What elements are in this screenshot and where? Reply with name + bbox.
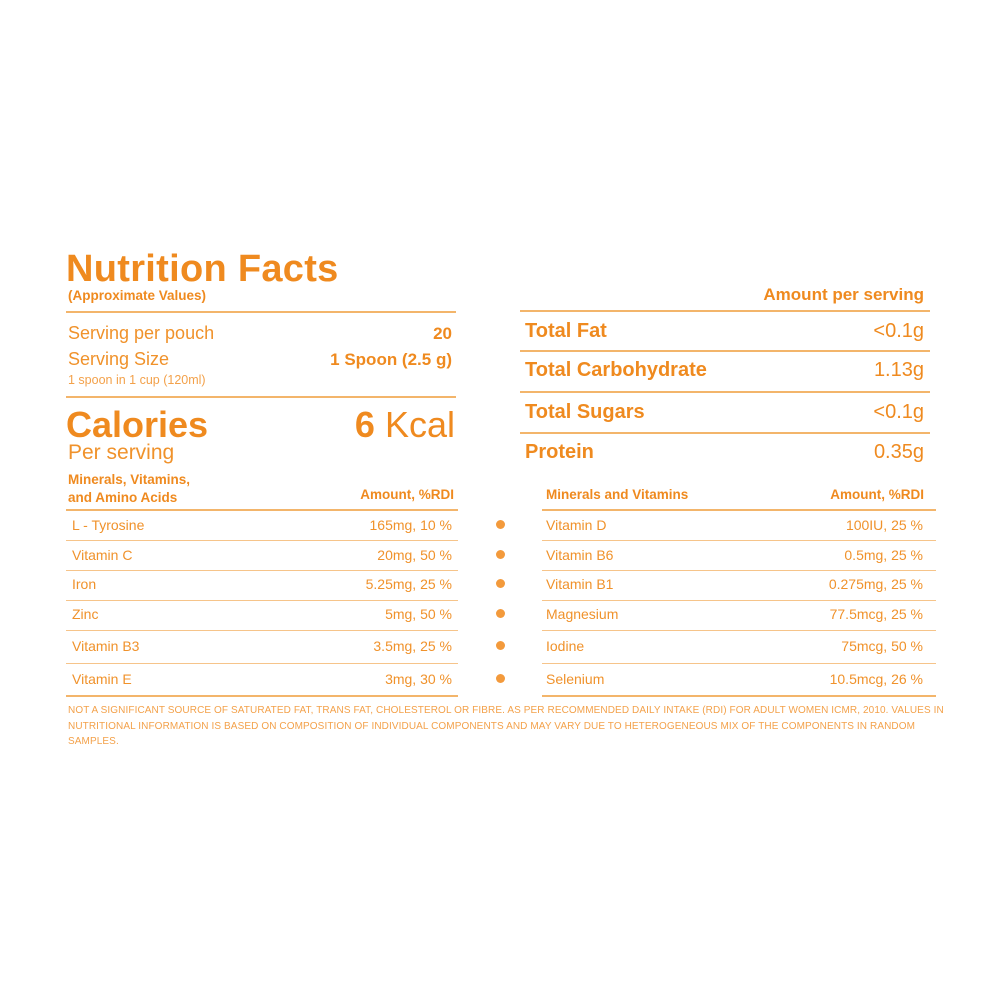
- table-row-name: Magnesium: [546, 606, 619, 622]
- serving-per-pouch-value: 20: [433, 324, 452, 343]
- table-row-value: 100IU, 25 %: [845, 517, 923, 533]
- bullet-dot: [496, 609, 505, 618]
- table-row-value: 3mg, 30 %: [385, 671, 452, 687]
- table-row-value: 0.275mg, 25 %: [828, 576, 923, 592]
- divider: [542, 695, 936, 697]
- left-table-amount-header: Amount, %RDI: [360, 487, 454, 502]
- calories-number: 6: [354, 404, 375, 445]
- table-row-value: 5mg, 50 %: [385, 606, 452, 622]
- right-table-header: Minerals and Vitamins: [546, 487, 689, 502]
- bullet-dot: [496, 674, 505, 683]
- table-row-name: Selenium: [546, 671, 605, 687]
- table-row-name: Iron: [72, 576, 97, 592]
- table-row-name: Vitamin B6: [546, 547, 614, 563]
- macro-name: Total Fat: [525, 320, 607, 342]
- calories-unit: Kcal: [384, 404, 455, 445]
- divider: [66, 396, 456, 398]
- calories-label: Calories: [66, 404, 209, 445]
- page-subtitle: (Approximate Values): [68, 288, 207, 303]
- serving-size-value: 1 Spoon (2.5 g): [330, 350, 452, 369]
- divider: [542, 509, 936, 511]
- table-row-value: 3.5mg, 25 %: [373, 638, 452, 654]
- divider: [520, 350, 930, 352]
- table-row-value: 75mcg, 50 %: [841, 638, 923, 654]
- macro-value: 1.13g: [873, 359, 924, 381]
- table-row-value: 77.5mcg, 25 %: [829, 606, 923, 622]
- left-table-header-line: Minerals, Vitamins,: [68, 472, 191, 487]
- table-row-name: Vitamin C: [72, 547, 133, 563]
- table-row-value: 0.5mg, 25 %: [844, 547, 923, 563]
- divider: [66, 509, 458, 511]
- table-row-name: Vitamin B3: [72, 638, 140, 654]
- table-row-value: 5.25mg, 25 %: [365, 576, 452, 592]
- divider: [66, 663, 458, 664]
- bullet-dot: [496, 520, 505, 529]
- table-row-name: L - Tyrosine: [72, 517, 145, 533]
- left-table-header-line: and Amino Acids: [68, 490, 178, 505]
- divider: [66, 630, 458, 631]
- table-row-value: 20mg, 50 %: [377, 547, 452, 563]
- divider: [66, 311, 456, 313]
- bullet-dot: [496, 550, 505, 559]
- macro-name: Total Sugars: [525, 401, 645, 423]
- divider: [520, 391, 930, 393]
- macro-value: <0.1g: [873, 401, 924, 423]
- table-row-name: Vitamin D: [546, 517, 607, 533]
- table-row-value: 10.5mcg, 26 %: [829, 671, 923, 687]
- macro-value: 0.35g: [873, 441, 924, 463]
- footnote: NOT A SIGNIFICANT SOURCE OF SATURATED FAT, TRANS FAT, CHOLESTEROL OR FIBRE. AS PER RECOMMENDED DAILY INTAKE (RDI) FOR ADULT WOMEN ICMR, 2010. VALUES IN NUTRITIONAL INFORMATION IS BASED ON COMPOSITION OF INDIVIDUAL COMPONENTS AND MAY VARY DUE TO HETEROGENEOUS MIX OF THE COMPONENTS IN RANDOM SAMPLES.: [68, 705, 944, 747]
- divider: [66, 600, 458, 601]
- macro-value: <0.1g: [873, 320, 924, 342]
- bullet-dot: [496, 641, 505, 650]
- divider: [66, 570, 458, 571]
- table-row-name: Zinc: [72, 606, 99, 622]
- divider: [542, 570, 936, 571]
- calories-value: [355, 404, 455, 446]
- calories-per-serving: Per serving: [68, 441, 175, 464]
- divider: [542, 600, 936, 601]
- serving-size-label: Serving Size: [68, 349, 170, 369]
- divider: [66, 695, 458, 697]
- divider: [66, 540, 458, 541]
- serving-per-pouch-label: Serving per pouch: [68, 323, 215, 343]
- serving-size-note: 1 spoon in 1 cup (120ml): [68, 373, 206, 387]
- right-table-amount-header: Amount, %RDI: [830, 487, 924, 502]
- left-table-header: [68, 471, 190, 507]
- divider: [542, 540, 936, 541]
- amount-per-serving-heading: Amount per serving: [763, 285, 924, 304]
- bullet-dot: [496, 579, 505, 588]
- divider: [542, 663, 936, 664]
- table-row-name: Vitamin E: [72, 671, 132, 687]
- page-title: Nutrition Facts: [66, 248, 339, 290]
- divider: [520, 432, 930, 434]
- macro-name: Total Carbohydrate: [525, 359, 707, 381]
- table-row-value: 165mg, 10 %: [369, 517, 452, 533]
- macro-name: Protein: [525, 441, 594, 463]
- divider: [542, 630, 936, 631]
- table-row-name: Vitamin B1: [546, 576, 614, 592]
- table-row-name: Iodine: [546, 638, 585, 654]
- divider: [520, 310, 930, 312]
